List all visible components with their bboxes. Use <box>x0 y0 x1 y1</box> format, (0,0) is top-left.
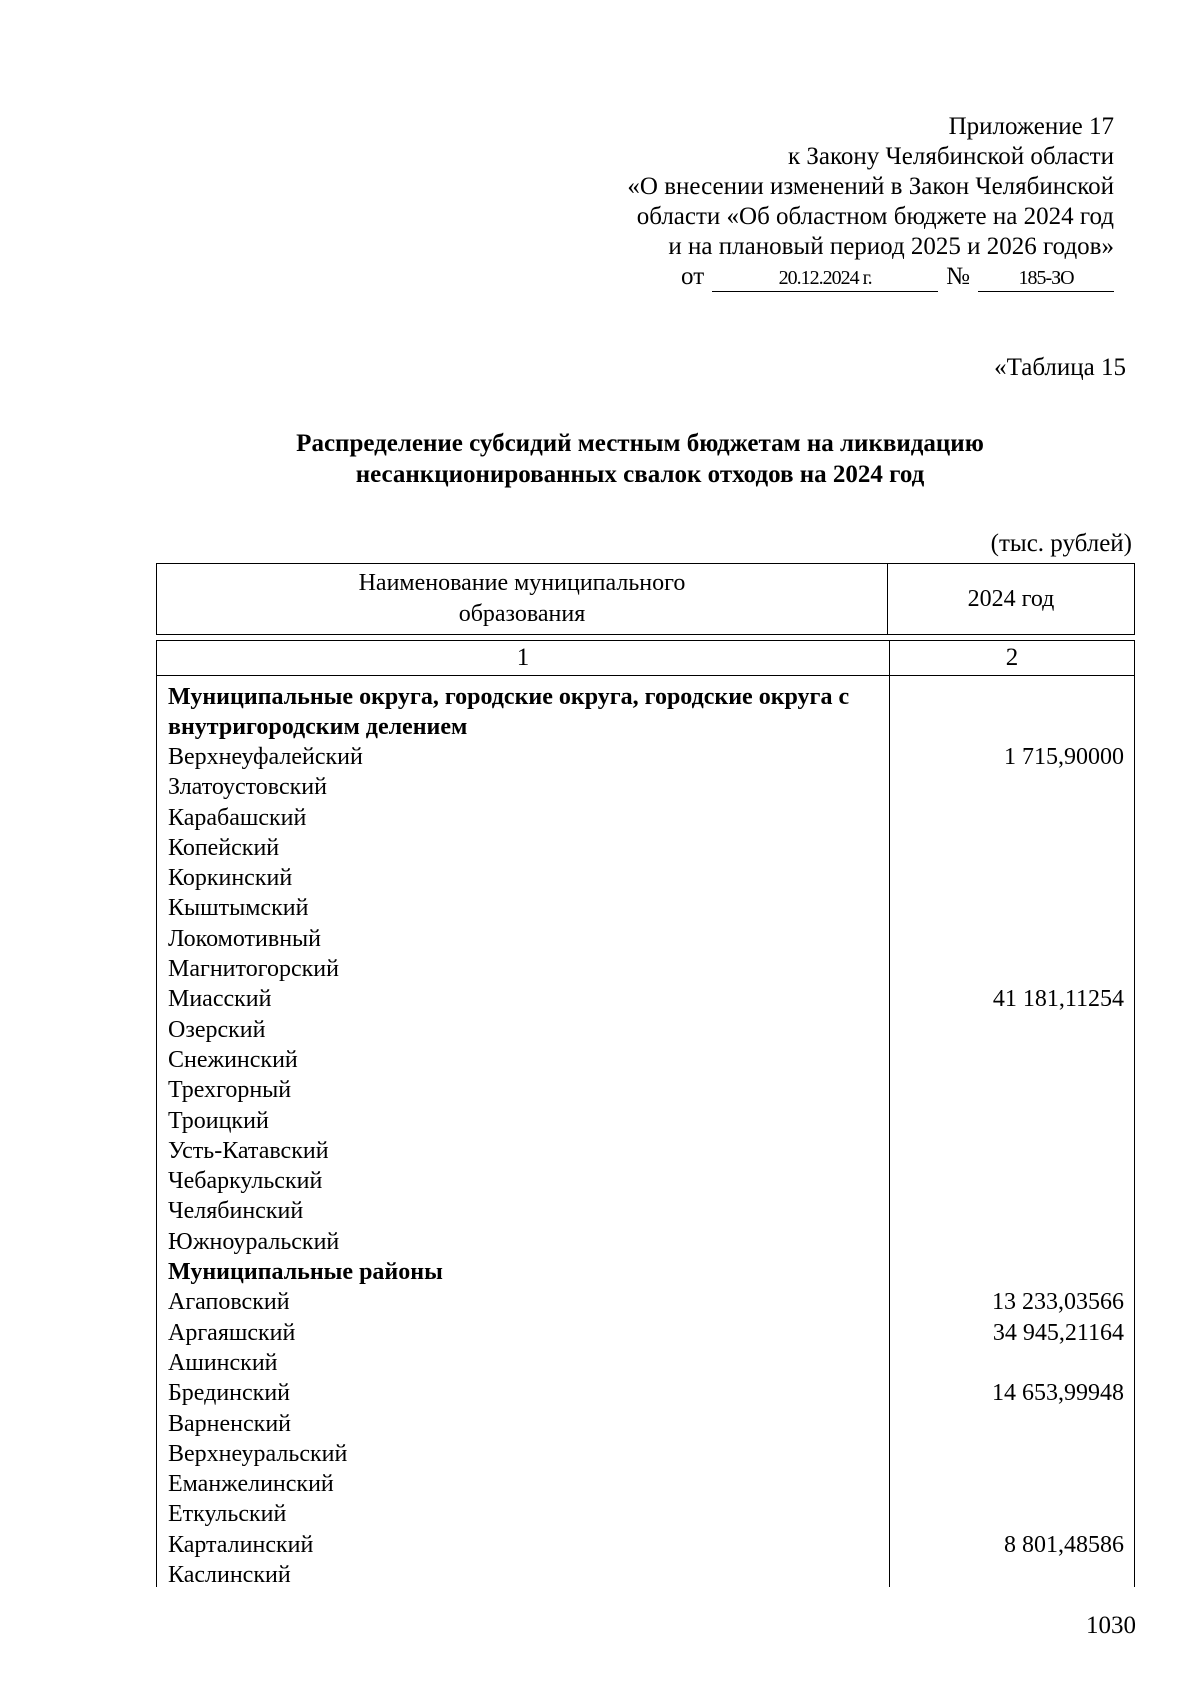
subsidy-amount <box>879 1136 1134 1166</box>
table-row <box>157 1378 1134 1408</box>
table-row <box>157 1166 1134 1196</box>
subsidy-amount <box>879 1045 1134 1075</box>
subsidy-amount <box>879 1196 1134 1226</box>
units-label: (тыс. рублей) <box>990 530 1132 557</box>
municipality-name: Чебаркульский <box>168 1168 323 1195</box>
table-row <box>157 1318 1134 1348</box>
municipality-name: Верхнеуральский <box>168 1440 348 1467</box>
table-body <box>156 676 1135 1587</box>
law-number-field: 185-ЗО <box>978 265 1114 292</box>
municipality-name: Каслинский <box>168 1562 291 1589</box>
table-row <box>157 742 1134 772</box>
subsidy-amount: 41 181,11254 <box>992 986 1124 1013</box>
title-line: Распределение субсидий местным бюджетам на ликвидацию <box>296 430 984 457</box>
subsidy-amount <box>879 954 1134 984</box>
subsidy-amount: 1 715,90000 <box>1004 744 1124 770</box>
date-prefix: от <box>681 263 705 290</box>
subsidy-amount <box>879 1075 1134 1105</box>
municipality-name: Копейский <box>168 834 280 861</box>
table-row <box>157 1075 1134 1105</box>
section-heading-row <box>157 682 1134 742</box>
municipality-name: Магнитогорский <box>168 956 339 983</box>
subsidy-amount: 14 653,99948 <box>992 1380 1124 1407</box>
municipality-name: Миасский <box>168 986 272 1013</box>
subsidy-amount: 34 945,21164 <box>992 1319 1124 1346</box>
table-row <box>157 924 1134 954</box>
municipality-name: Златоустовский <box>168 774 327 801</box>
municipality-name: Карабашский <box>168 804 307 831</box>
subsidy-amount <box>879 833 1134 863</box>
municipality-name: Еткульский <box>168 1501 287 1528</box>
section-heading-row <box>157 1257 1134 1287</box>
table-row <box>157 893 1134 923</box>
table-row <box>157 1196 1134 1226</box>
column-header-year: 2024 год <box>967 585 1055 612</box>
municipality-name: Трехгорный <box>168 1077 292 1104</box>
table-row <box>157 1439 1134 1469</box>
subsidy-amount <box>879 893 1134 923</box>
table-row <box>157 1106 1134 1136</box>
municipality-name: Усть-Катавский <box>168 1137 329 1164</box>
date-number-line <box>627 262 1114 292</box>
table-row <box>157 984 1134 1014</box>
municipality-name: Озерский <box>168 1016 266 1043</box>
table-row <box>157 772 1134 802</box>
subsidy-amount <box>879 772 1134 802</box>
subsidy-amount: 13 233,03566 <box>992 1289 1124 1316</box>
column-header-name: Наименование муниципального образования <box>157 564 888 634</box>
table-row <box>157 803 1134 833</box>
table-row <box>157 1469 1134 1499</box>
municipality-name: Южноуральский <box>168 1228 340 1255</box>
municipality-name: Верхнеуфалейский <box>168 744 363 770</box>
municipality-name: Агаповский <box>168 1289 290 1316</box>
municipality-name: Ашинский <box>168 1349 278 1376</box>
table-row <box>157 833 1134 863</box>
subsidy-table <box>156 563 1135 1587</box>
section-heading: Муниципальные округа, городские округа, городские округа с внутригородским делением <box>168 684 850 740</box>
table-row <box>157 1227 1134 1257</box>
subsidy-amount <box>879 1560 1134 1590</box>
section2-rows <box>157 1287 1134 1590</box>
title-line: несанкционированных свалок отходов на 2024 год <box>355 461 925 488</box>
subsidy-amount <box>879 1166 1134 1196</box>
date-field: 20.12.2024 г. <box>712 265 938 292</box>
header-line: и на плановый период 2025 и 2026 годов» <box>668 233 1114 260</box>
subsidy-amount <box>879 924 1134 954</box>
table-header-row <box>156 563 1135 635</box>
subsidy-amount: 8 801,48586 <box>1004 1531 1124 1558</box>
column-number-2: 2 <box>1005 644 1019 671</box>
municipality-name: Троицкий <box>168 1107 269 1134</box>
table-row <box>157 1348 1134 1378</box>
table-row <box>157 1287 1134 1317</box>
table-row <box>157 1499 1134 1529</box>
table-row <box>157 863 1134 893</box>
column-number-row <box>156 640 1135 676</box>
table-row <box>157 1530 1134 1560</box>
law-appendix-header <box>627 112 1114 292</box>
subsidy-amount <box>879 1409 1134 1439</box>
table-row <box>157 1015 1134 1045</box>
municipality-name: Челябинский <box>168 1198 304 1225</box>
municipality-name: Коркинский <box>168 865 293 892</box>
municipality-name: Аргаяшский <box>168 1319 296 1346</box>
column-number-1: 1 <box>157 641 890 675</box>
subsidy-amount <box>879 863 1134 893</box>
subsidy-amount <box>879 1106 1134 1136</box>
municipality-name: Карталинский <box>168 1531 314 1558</box>
header-line: Приложение 17 <box>948 113 1114 140</box>
subsidy-amount <box>879 1439 1134 1469</box>
subsidy-amount <box>879 1469 1134 1499</box>
municipality-name: Брединский <box>168 1380 291 1407</box>
subsidy-amount <box>879 1499 1134 1529</box>
table-row <box>157 1409 1134 1439</box>
municipality-name: Кыштымский <box>168 895 309 922</box>
document-title <box>200 428 1080 490</box>
number-sign: № <box>946 263 970 290</box>
subsidy-amount <box>879 1227 1134 1257</box>
subsidy-amount <box>879 1348 1134 1378</box>
municipality-name: Локомотивный <box>168 925 322 952</box>
municipality-name: Еманжелинский <box>168 1471 334 1498</box>
table-row <box>157 1560 1134 1590</box>
header-line: области «Об областном бюджете на 2024 год <box>636 203 1114 230</box>
header-line: «О внесении изменений в Закон Челябинской <box>627 173 1114 200</box>
page-number: 1030 <box>1086 1612 1136 1639</box>
header-line: к Закону Челябинской области <box>788 143 1114 170</box>
municipality-name: Варненский <box>168 1410 291 1437</box>
table-row <box>157 954 1134 984</box>
table-label: «Таблица 15 <box>994 354 1126 381</box>
municipality-name: Снежинский <box>168 1046 298 1073</box>
column-divider <box>889 676 890 1587</box>
subsidy-amount <box>879 1015 1134 1045</box>
section-heading: Муниципальные районы <box>168 1259 443 1286</box>
table-row <box>157 1045 1134 1075</box>
subsidy-amount <box>879 803 1134 833</box>
section1-rows <box>157 742 1134 1257</box>
table-row <box>157 1136 1134 1166</box>
